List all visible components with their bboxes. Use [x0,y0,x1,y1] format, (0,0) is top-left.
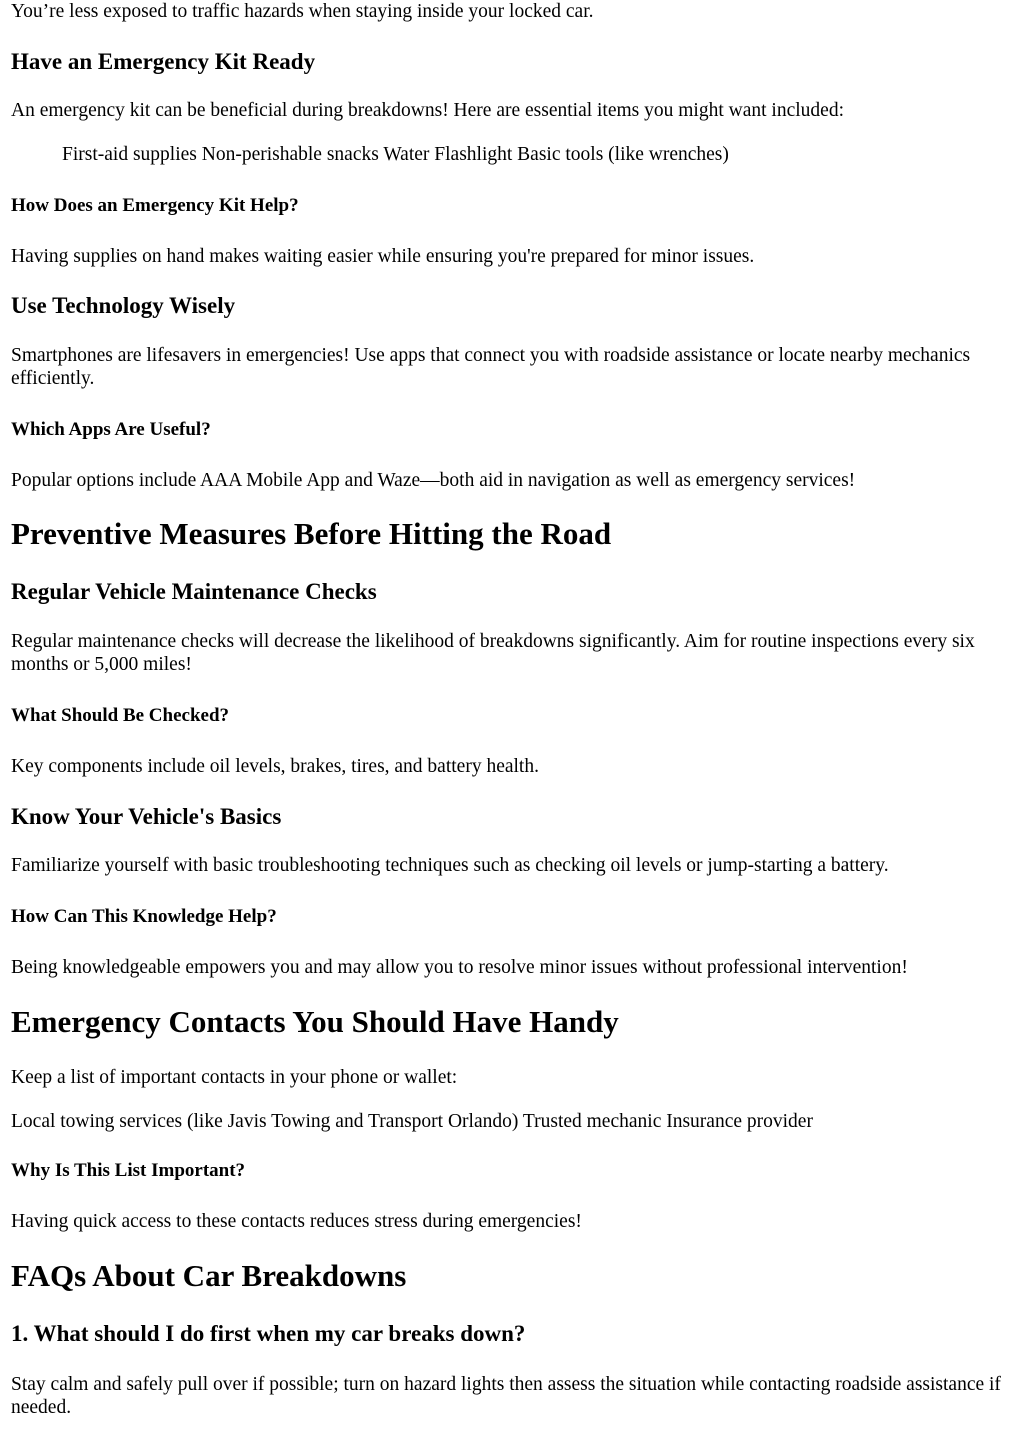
list-contact-items: Local towing services (like Javis Towing and Transport Orlando) Trusted mechanic Insurance provider [11,1111,813,1132]
heading-emergency-contacts: Emergency Contacts You Should Have Handy [11,1004,619,1039]
heading-preventive-measures: Preventive Measures Before Hitting the Road [11,516,612,551]
paragraph-faq-1: Stay calm and safely pull over if possible; turn on hazard lights then assess the situation while contacting roadside assistance if needed. [11,1374,1001,1418]
paragraph-vehicle-basics: Familiarize yourself with basic troubleshooting techniques such as checking oil levels or jump-starting a battery. [11,855,889,876]
paragraph-what-checked: Key components include oil levels, brakes, tires, and battery health. [11,756,539,777]
heading-list-important: Why Is This List Important? [11,1160,246,1181]
heading-maintenance: Regular Vehicle Maintenance Checks [11,579,377,604]
paragraph-emergency-kit: An emergency kit can be beneficial during breakdowns! Here are essential items you might want included: [11,100,844,121]
paragraph-apps: Popular options include AAA Mobile App and Waze—both aid in navigation as well as emergency services! [11,470,856,491]
paragraph-technology: Smartphones are lifesavers in emergencies! Use apps that connect you with roadside assistance or locate nearby mechanics efficiently. [11,345,971,389]
paragraph-intro-end: You’re less exposed to traffic hazards when staying inside your locked car. [11,1,594,22]
heading-technology: Use Technology Wisely [11,293,236,318]
heading-emergency-kit: Have an Emergency Kit Ready [11,49,316,74]
heading-vehicle-basics: Know Your Vehicle's Basics [11,804,282,829]
paragraph-knowledge-help: Being knowledgeable empowers you and may allow you to resolve minor issues without professional intervention! [11,957,908,978]
heading-knowledge-help: How Can This Knowledge Help? [11,906,277,927]
list-emergency-kit-items: First-aid supplies Non-perishable snacks Water Flashlight Basic tools (like wrenches) [62,144,729,165]
paragraph-list-important: Having quick access to these contacts reduces stress during emergencies! [11,1211,582,1232]
heading-faqs: FAQs About Car Breakdowns [11,1258,407,1293]
heading-kit-help: How Does an Emergency Kit Help? [11,195,299,216]
paragraph-kit-help: Having supplies on hand makes waiting easier while ensuring you're prepared for minor issues. [11,246,755,267]
heading-faq-1: 1. What should I do first when my car breaks down? [11,1321,526,1346]
heading-what-checked: What Should Be Checked? [11,705,230,726]
paragraph-maintenance: Regular maintenance checks will decrease the likelihood of breakdowns significantly. Aim for routine inspections every six months or 5,000 miles! [11,631,975,675]
paragraph-emergency-contacts: Keep a list of important contacts in your phone or wallet: [11,1067,458,1088]
heading-apps: Which Apps Are Useful? [11,419,211,440]
